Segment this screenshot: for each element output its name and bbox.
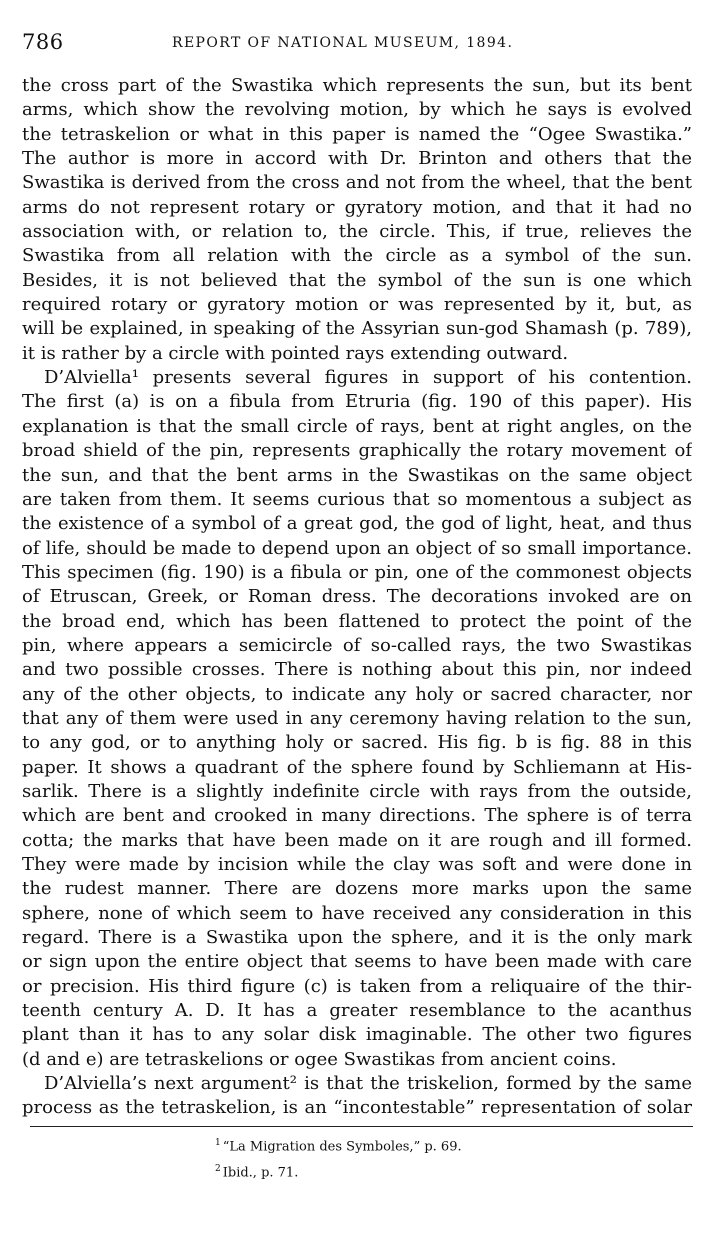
text-line: Swastika from all relation with the circle as a symbol of the sun. bbox=[22, 245, 692, 267]
text-line: The first (a) is on a fibula from Etruria (fig. 190 of this paper). His bbox=[22, 391, 692, 413]
footnote-1 bbox=[215, 1132, 635, 1158]
text-line: of life, should be made to depend upon an object of so small importance. bbox=[22, 537, 692, 559]
text-line: cotta; the marks that have been made on it are rough and ill formed. bbox=[22, 829, 692, 851]
text-line: and two possible crosses. There is nothing about this pin, nor indeed bbox=[22, 659, 692, 681]
text-line: that any of them were used in any ceremony having relation to the sun, bbox=[22, 707, 692, 729]
text-line: This specimen (fig. 190) is a fibula or pin, one of the commonest objects bbox=[22, 561, 692, 583]
text-line: or sign upon the entire object that seems to have been made with care bbox=[22, 951, 692, 973]
footnotes bbox=[215, 1132, 635, 1185]
page-header bbox=[22, 30, 692, 60]
text-line: are taken from them. It seems curious that so momentous a subject as bbox=[22, 488, 692, 510]
text-line: the existence of a symbol of a great god, the god of light, heat, and thus bbox=[22, 513, 692, 535]
footnote-marker: 1 bbox=[215, 1138, 221, 1148]
footnote-divider bbox=[30, 1126, 693, 1127]
text-line: the cross part of the Swastika which represents the sun, but its bent bbox=[22, 75, 692, 96]
text-line: plant than it has to any solar disk imaginable. The other two figures bbox=[22, 1024, 692, 1046]
text-line: D’Alviella’s next argument² is that the triskelion, formed by the same bbox=[44, 1073, 692, 1095]
footnote-text: Ibid., p. 71. bbox=[222, 1165, 299, 1181]
footnote-marker: 2 bbox=[215, 1164, 221, 1175]
footnote-2 bbox=[215, 1158, 635, 1184]
text-line: the tetraskelion or what in this paper is named the “Ogee Swastika.” bbox=[22, 123, 692, 145]
text-line: required rotary or gyratory motion or was represented by it, but, as bbox=[22, 294, 692, 316]
text-line: paper. It shows a quadrant of the sphere found by Schliemann at His- bbox=[22, 756, 692, 778]
text-line: association with, or relation to, the circle. This, if true, relieves the bbox=[22, 221, 692, 243]
text-line: will be explained, in speaking of the Assyrian sun-god Shamash (p. 789), bbox=[22, 318, 692, 340]
page-number: 786 bbox=[22, 30, 64, 54]
text-line: arms, which show the revolving motion, by which he says is evolved bbox=[22, 99, 692, 121]
text-line: Swastika is derived from the cross and not from the wheel, that the bent bbox=[22, 172, 692, 194]
text-line: D’Alviella¹ presents several figures in support of his contention. bbox=[44, 367, 692, 389]
text-line: regard. There is a Swastika upon the sphere, and it is the only mark bbox=[22, 927, 692, 949]
text-line: arms do not represent rotary or gyratory motion, and that it had no bbox=[22, 196, 692, 218]
body-text bbox=[22, 74, 692, 1121]
text-line: teenth century A. D. It has a greater resemblance to the acanthus bbox=[22, 1000, 692, 1022]
text-line: sarlik. There is a slightly indefinite circle with rays from the outside, bbox=[22, 780, 692, 802]
text-line: the broad end, which has been flattened to protect the point of the bbox=[22, 610, 692, 632]
running-title: REPORT OF NATIONAL MUSEUM, 1894. bbox=[172, 35, 514, 51]
text-line: explanation is that the small circle of rays, bent at right angles, on the bbox=[22, 415, 692, 437]
text-line: They were made by incision while the clay was soft and were done in bbox=[22, 854, 692, 875]
text-line: which are bent and crooked in many directions. The sphere is of terra bbox=[22, 805, 692, 827]
text-line: broad shield of the pin, represents graphically the rotary movement of bbox=[22, 440, 692, 462]
text-line: Besides, it is not believed that the symbol of the sun is one which bbox=[22, 269, 692, 291]
text-line: process as the tetraskelion, is an “incontestable” representation of solar bbox=[22, 1097, 692, 1119]
text-line: of Etruscan, Greek, or Roman dress. The decorations invoked are on bbox=[22, 586, 692, 608]
text-line: the sun, and that the bent arms in the Swastikas on the same object bbox=[22, 464, 692, 486]
text-line: sphere, none of which seem to have received any consideration in this bbox=[22, 902, 692, 924]
text-line: it is rather by a circle with pointed rays extending outward. bbox=[22, 342, 569, 364]
text-line: any of the other objects, to indicate any holy or sacred character, nor bbox=[22, 683, 692, 705]
text-line: or precision. His third figure (c) is taken from a reliquaire of the thir- bbox=[22, 975, 692, 997]
footnote-text: “La Migration des Symboles,” p. 69. bbox=[222, 1139, 462, 1155]
text-line: The author is more in accord with Dr. Brinton and others that the bbox=[22, 148, 692, 170]
text-line: to any god, or to anything holy or sacred. His fig. b is fig. 88 in this bbox=[22, 732, 692, 754]
text-line: (d and e) are tetraskelions or ogee Swastikas from ancient coins. bbox=[22, 1048, 617, 1070]
text-line: the rudest manner. There are dozens more marks upon the same bbox=[22, 878, 692, 900]
text-line: pin, where appears a semicircle of so-called rays, the two Swastikas bbox=[22, 634, 692, 656]
